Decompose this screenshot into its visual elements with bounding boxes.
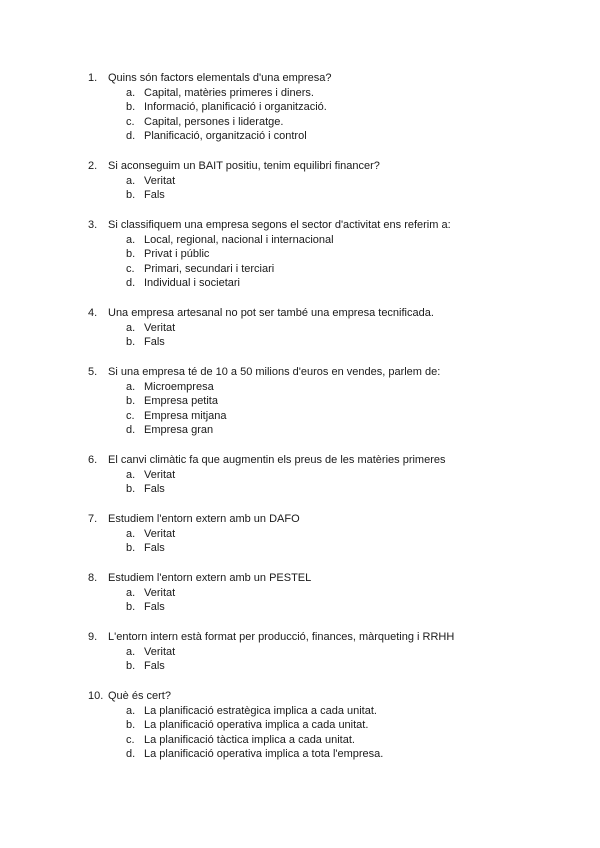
answer-options bbox=[88, 174, 568, 203]
option-letter: c. bbox=[126, 262, 135, 275]
option-text: Privat i públic bbox=[144, 248, 210, 260]
option-letter: a. bbox=[126, 233, 136, 246]
question-10 bbox=[88, 689, 568, 762]
option-text: Capital, persones i lideratge. bbox=[144, 115, 284, 128]
question-stem bbox=[88, 71, 568, 86]
answer-option bbox=[88, 482, 568, 497]
answer-option bbox=[88, 380, 568, 395]
question-text: Què és cert? bbox=[108, 690, 171, 702]
answer-option bbox=[88, 423, 568, 438]
question-stem bbox=[88, 512, 568, 527]
answer-option bbox=[88, 468, 568, 483]
option-letter: c. bbox=[126, 409, 135, 422]
question-number: 4. bbox=[88, 307, 98, 319]
option-text: Fals bbox=[144, 483, 165, 495]
answer-option bbox=[88, 718, 568, 733]
answer-option bbox=[88, 394, 568, 409]
option-letter: a. bbox=[126, 468, 136, 481]
option-letter: a. bbox=[126, 174, 136, 187]
option-text: La planificació estratègica implica a cada unitat. bbox=[144, 704, 377, 717]
question-7 bbox=[88, 512, 568, 556]
answer-option bbox=[88, 586, 568, 601]
option-letter: b. bbox=[126, 483, 136, 495]
answer-option bbox=[88, 233, 568, 248]
option-text: Fals bbox=[144, 601, 165, 613]
option-text: Veritat bbox=[144, 586, 176, 599]
option-text: Informació, planificació i organització. bbox=[144, 101, 327, 113]
question-2 bbox=[88, 159, 568, 203]
answer-option bbox=[88, 645, 568, 660]
option-letter: b. bbox=[126, 248, 136, 260]
option-text: Fals bbox=[144, 189, 165, 201]
option-letter: d. bbox=[126, 748, 136, 760]
question-5 bbox=[88, 365, 568, 438]
question-text: Estudiem l'entorn extern amb un PESTEL bbox=[108, 572, 312, 584]
question-text: Si classifiquem una empresa segons el sector d'activitat ens referim a: bbox=[108, 219, 451, 231]
answer-options bbox=[88, 468, 568, 497]
option-text: Primari, secundari i terciari bbox=[144, 262, 275, 275]
question-stem bbox=[88, 365, 568, 380]
answer-option bbox=[88, 276, 568, 291]
answer-option bbox=[88, 188, 568, 203]
answer-option bbox=[88, 527, 568, 542]
answer-option bbox=[88, 659, 568, 674]
option-letter: d. bbox=[126, 277, 136, 289]
answer-option bbox=[88, 247, 568, 262]
option-letter: b. bbox=[126, 660, 136, 672]
answer-options bbox=[88, 645, 568, 674]
question-stem bbox=[88, 630, 568, 645]
option-text: La planificació operativa implica a cada unitat. bbox=[144, 719, 369, 731]
option-letter: b. bbox=[126, 336, 136, 348]
answer-option bbox=[88, 115, 568, 130]
answer-option bbox=[88, 262, 568, 277]
option-text: Veritat bbox=[144, 527, 176, 540]
option-letter: a. bbox=[126, 321, 136, 334]
question-stem bbox=[88, 218, 568, 233]
answer-option bbox=[88, 174, 568, 189]
question-4 bbox=[88, 306, 568, 350]
question-stem bbox=[88, 689, 568, 704]
option-text: Veritat bbox=[144, 174, 176, 187]
question-text: Si aconseguim un BAIT positiu, tenim equilibri financer? bbox=[108, 160, 380, 172]
answer-option bbox=[88, 409, 568, 424]
answer-options bbox=[88, 586, 568, 615]
question-text: Si una empresa té de 10 a 50 milions d'euros en vendes, parlem de: bbox=[108, 366, 441, 378]
answer-options bbox=[88, 527, 568, 556]
answer-options bbox=[88, 380, 568, 438]
answer-options bbox=[88, 704, 568, 762]
option-text: Empresa petita bbox=[144, 395, 218, 407]
option-letter: a. bbox=[126, 527, 136, 540]
option-letter: d. bbox=[126, 130, 136, 142]
option-letter: b. bbox=[126, 542, 136, 554]
answer-option bbox=[88, 704, 568, 719]
option-text: Individual i societari bbox=[144, 277, 240, 289]
question-number: 10. bbox=[88, 690, 104, 702]
question-text: Quins són factors elementals d'una empresa? bbox=[108, 72, 332, 84]
option-text: Veritat bbox=[144, 468, 176, 481]
question-list bbox=[88, 71, 568, 777]
question-text: Estudiem l'entorn extern amb un DAFO bbox=[108, 513, 300, 525]
option-letter: a. bbox=[126, 645, 136, 658]
question-text: L'entorn intern està format per producció, finances, màrqueting i RRHH bbox=[108, 631, 455, 643]
question-number: 8. bbox=[88, 572, 98, 584]
answer-options bbox=[88, 86, 568, 144]
option-letter: a. bbox=[126, 704, 136, 717]
option-letter: b. bbox=[126, 101, 136, 113]
question-number: 5. bbox=[88, 366, 98, 378]
option-letter: c. bbox=[126, 115, 135, 128]
question-number: 3. bbox=[88, 219, 98, 231]
question-6 bbox=[88, 453, 568, 497]
option-text: La planificació operativa implica a tota l'empresa. bbox=[144, 748, 384, 760]
answer-option bbox=[88, 321, 568, 336]
question-stem bbox=[88, 453, 568, 468]
option-text: Fals bbox=[144, 336, 165, 348]
option-text: Fals bbox=[144, 542, 165, 554]
answer-option bbox=[88, 733, 568, 748]
question-text: El canvi climàtic fa que augmentin els preus de les matèries primeres bbox=[108, 454, 446, 466]
question-number: 2. bbox=[88, 160, 98, 172]
question-9 bbox=[88, 630, 568, 674]
question-number: 9. bbox=[88, 631, 98, 643]
question-number: 7. bbox=[88, 513, 98, 525]
option-letter: b. bbox=[126, 601, 136, 613]
answer-option bbox=[88, 86, 568, 101]
question-number: 6. bbox=[88, 454, 98, 466]
option-text: Capital, matèries primeres i diners. bbox=[144, 86, 314, 99]
option-text: Veritat bbox=[144, 645, 176, 658]
question-1 bbox=[88, 71, 568, 144]
option-letter: b. bbox=[126, 189, 136, 201]
option-letter: a. bbox=[126, 586, 136, 599]
option-text: Empresa mitjana bbox=[144, 409, 227, 422]
option-letter: c. bbox=[126, 733, 135, 746]
question-number: 1. bbox=[88, 72, 98, 84]
answer-option bbox=[88, 335, 568, 350]
question-stem bbox=[88, 159, 568, 174]
option-letter: b. bbox=[126, 395, 136, 407]
question-stem bbox=[88, 571, 568, 586]
option-letter: a. bbox=[126, 86, 136, 99]
answer-option bbox=[88, 747, 568, 762]
option-letter: d. bbox=[126, 424, 136, 436]
answer-option bbox=[88, 129, 568, 144]
answer-option bbox=[88, 541, 568, 556]
answer-option bbox=[88, 100, 568, 115]
option-text: Veritat bbox=[144, 321, 176, 334]
option-text: Empresa gran bbox=[144, 424, 214, 436]
answer-option bbox=[88, 600, 568, 615]
question-stem bbox=[88, 306, 568, 321]
option-text: Fals bbox=[144, 660, 165, 672]
option-text: La planificació tàctica implica a cada unitat. bbox=[144, 733, 355, 746]
option-letter: a. bbox=[126, 380, 136, 393]
question-3 bbox=[88, 218, 568, 291]
question-8 bbox=[88, 571, 568, 615]
answer-options bbox=[88, 321, 568, 350]
option-text: Microempresa bbox=[144, 380, 214, 393]
option-text: Local, regional, nacional i internacional bbox=[144, 233, 334, 246]
question-text: Una empresa artesanal no pot ser també una empresa tecnificada. bbox=[108, 307, 434, 319]
option-letter: b. bbox=[126, 719, 136, 731]
answer-options bbox=[88, 233, 568, 291]
option-text: Planificació, organització i control bbox=[144, 130, 307, 142]
